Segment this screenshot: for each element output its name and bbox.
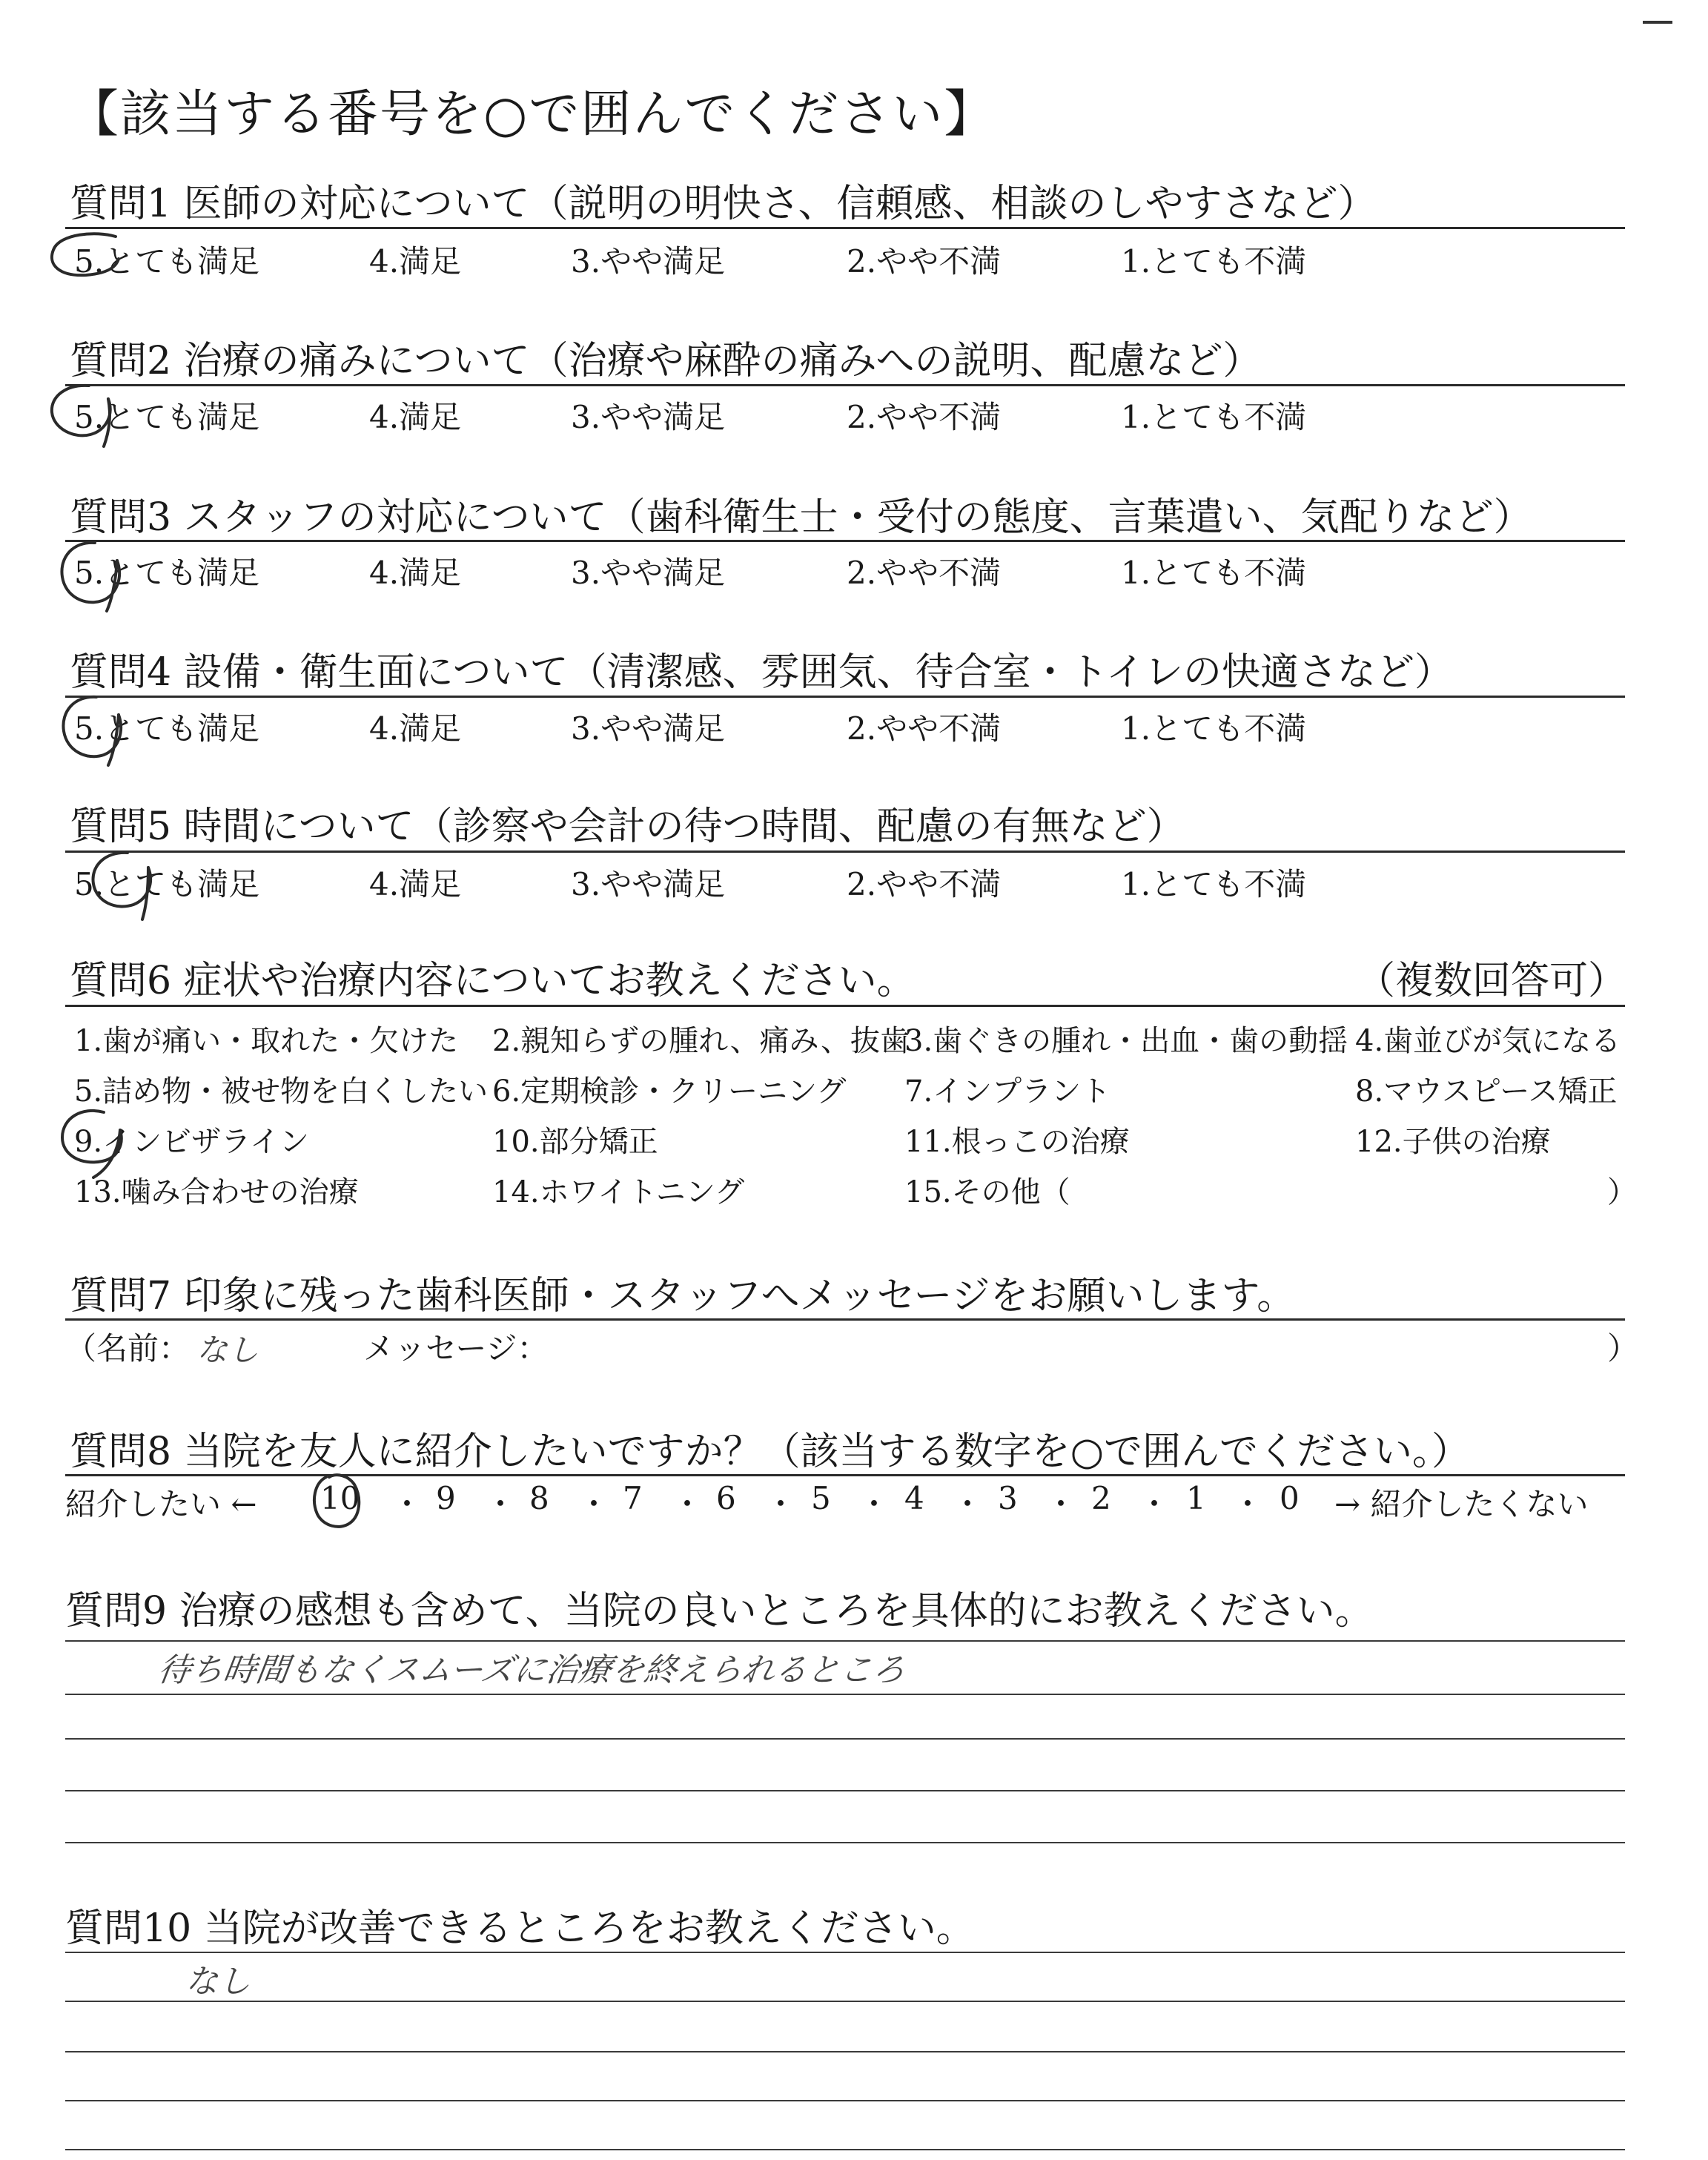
q6-selection-circle [52,1103,133,1185]
q1-option-2[interactable]: 2.やや不満 [847,243,1002,280]
q6-option-6[interactable]: 6.定期検診・クリーニング [492,1074,847,1109]
q10-heading: 質問10 当院が改善できるところをお教えください。 [65,1906,975,1951]
q8-dot: ・ [672,1486,704,1522]
q8-heading: 質問8 当院を友人に紹介したいですか？（該当する数字を○で囲んでください。） [70,1430,1470,1474]
q9-heading: 質問9 治療の感想も含めて、当院の良いところを具体的にお教えください。 [65,1589,1374,1634]
q9-answer-line-2 [65,1694,1625,1695]
q8-dot: ・ [1139,1486,1171,1522]
q8-score-9[interactable]: 9 [436,1480,456,1516]
q3-selection-circle [53,535,135,617]
q7-close-paren: ） [1607,1330,1639,1367]
scan-corner-mark [1643,21,1672,24]
q4-option-4[interactable]: 4.満足 [369,710,462,747]
q9-answer-line-3 [65,1738,1625,1740]
q5-option-2[interactable]: 2.やや不満 [847,866,1002,902]
q8-score-1[interactable]: 1 [1186,1480,1206,1516]
q5-heading: 質問5 時間について（診察や会計の待つ時間、配慮の有無など） [70,805,1185,849]
q9-answer-line-1 [65,1640,1625,1642]
q6-option-3[interactable]: 3.歯ぐきの腫れ・出血・歯の動揺 [904,1024,1348,1058]
q8-dot: ・ [578,1486,610,1522]
q6-option-15[interactable]: 15.その他（ [904,1175,1070,1209]
q2-option-4[interactable]: 4.満足 [369,399,462,435]
q6-multiple-note: （複数回答可） [1357,959,1627,1003]
q4-rule [65,696,1625,698]
q10-answer-line-5 [65,2149,1625,2150]
q8-score-0[interactable]: 0 [1280,1480,1300,1516]
q2-option-5[interactable]: 5.とても満足 [74,399,260,435]
q6-option-10[interactable]: 10.部分矯正 [492,1125,658,1159]
q1-option-4[interactable]: 4.満足 [369,243,462,280]
q6-option-4[interactable]: 4.歯並びが気になる [1355,1024,1621,1058]
q3-option-5[interactable]: 5.とても満足 [74,555,260,591]
q4-option-2[interactable]: 2.やや不満 [847,710,1002,747]
q8-score-6[interactable]: 6 [716,1480,736,1516]
q10-answer-line-4 [65,2100,1625,2101]
q7-heading: 質問7 印象に残った歯科医師・スタッフへメッセージをお願いします。 [70,1274,1296,1318]
q5-selection-circle [83,845,165,927]
q5-option-4[interactable]: 4.満足 [369,866,462,902]
q6-option-9[interactable]: 9.インビザライン [74,1125,309,1159]
q1-rule [65,227,1625,229]
q9-handwritten-answer[interactable]: 待ち時間もなくスムーズに治療を終えられるところ [155,1651,908,1689]
q10-answer-line-1 [65,1952,1625,1953]
q1-option-1[interactable]: 1.とても不満 [1121,243,1307,280]
q8-score-8[interactable]: 8 [529,1480,549,1516]
q7-message-label: メッセージ： [363,1330,549,1367]
q6-option-11[interactable]: 11.根っこの治療 [904,1125,1130,1159]
q6-option-7[interactable]: 7.インプラント [904,1074,1111,1109]
q2-heading: 質問2 治療の痛みについて（治療や麻酔の痛みへの説明、配慮など） [70,339,1262,383]
q7-rule [65,1318,1625,1321]
q8-rule [65,1474,1625,1476]
q6-option-5[interactable]: 5.詰め物・被せ物を白くしたい [74,1074,489,1109]
q8-dot: ・ [485,1486,517,1522]
q3-rule [65,540,1625,542]
q8-selection-circle [307,1471,374,1538]
q2-option-1[interactable]: 1.とても不満 [1121,399,1307,435]
q6-other-close-paren: ） [1607,1175,1637,1209]
q8-dot: ・ [952,1486,984,1522]
q8-score-3[interactable]: 3 [998,1480,1018,1516]
q2-selection-circle [44,378,126,452]
q6-rule [65,1005,1625,1007]
q10-handwritten-answer[interactable]: なし [185,1963,251,2001]
q8-score-7[interactable]: 7 [623,1480,643,1516]
q6-option-12[interactable]: 12.子供の治療 [1355,1125,1551,1159]
q1-selection-circle [44,226,126,285]
q3-option-2[interactable]: 2.やや不満 [847,555,1002,591]
q6-heading: 質問6 症状や治療内容についてお教えください。 [70,959,916,1003]
q8-dot: ・ [765,1486,797,1522]
q4-option-3[interactable]: 3.やや満足 [571,710,726,747]
q8-score-5[interactable]: 5 [811,1480,831,1516]
q4-option-1[interactable]: 1.とても不満 [1121,710,1307,747]
q10-answer-line-3 [65,2051,1625,2052]
q4-heading: 質問4 設備・衛生面について（清潔感、雰囲気、待合室・トイレの快適さなど） [70,650,1453,695]
q4-selection-circle [55,690,136,771]
form-title: 【該当する番号を○で囲んでください】 [68,85,996,144]
q6-option-13[interactable]: 13.噛み合わせの治療 [74,1175,359,1209]
q8-score-10[interactable]: 10 [320,1480,360,1516]
q2-option-2[interactable]: 2.やや不満 [847,399,1002,435]
q8-left-label: 紹介したい ← [65,1486,257,1522]
q5-option-3[interactable]: 3.やや満足 [571,866,726,902]
q6-option-14[interactable]: 14.ホワイトニング [492,1175,745,1209]
q6-option-2[interactable]: 2.親知らずの腫れ、痛み、抜歯 [492,1024,910,1058]
q2-rule [65,384,1625,386]
q1-option-5[interactable]: 5.とても満足 [74,243,260,280]
q4-option-5[interactable]: 5.とても満足 [74,710,260,747]
q8-dot: ・ [858,1486,890,1522]
q8-dot: ・ [1232,1486,1264,1522]
q3-option-3[interactable]: 3.やや満足 [571,555,726,591]
q8-dot: ・ [1045,1486,1077,1522]
q8-score-4[interactable]: 4 [904,1480,924,1516]
q5-option-1[interactable]: 1.とても不満 [1121,866,1307,902]
q2-option-3[interactable]: 3.やや満足 [571,399,726,435]
q8-score-2[interactable]: 2 [1091,1480,1111,1516]
q9-answer-line-4 [65,1790,1625,1791]
q1-option-3[interactable]: 3.やや満足 [571,243,726,280]
q3-option-1[interactable]: 1.とても不満 [1121,555,1307,591]
q7-name-value[interactable]: なし [196,1332,259,1368]
q1-heading: 質問1 医師の対応について（説明の明快さ、信頼感、相談のしやすさなど） [70,182,1377,226]
q6-option-1[interactable]: 1.歯が痛い・取れた・欠けた [74,1024,459,1058]
q10-answer-line-2 [65,2001,1625,2002]
q5-rule [65,851,1625,853]
q7-name-label: （名前： [65,1330,191,1367]
q5-option-5[interactable]: 5.とても満足 [74,866,260,902]
q9-answer-line-5 [65,1842,1625,1843]
q6-option-8[interactable]: 8.マウスピース矯正 [1355,1074,1618,1109]
q3-heading: 質問3 スタッフの対応について（歯科衛生士・受付の態度、言葉遣い、気配りなど） [70,495,1532,540]
q8-dot: ・ [391,1486,423,1522]
q8-right-label: → 紹介したくない [1334,1486,1589,1522]
q3-option-4[interactable]: 4.満足 [369,555,462,591]
